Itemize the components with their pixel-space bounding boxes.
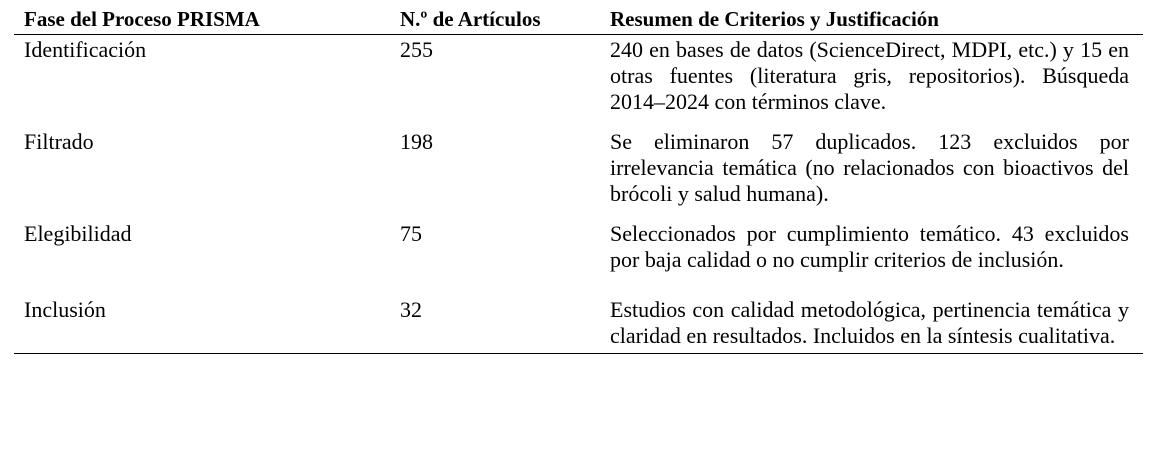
table-row: [14, 35, 1143, 128]
cell-phase: Inclusión: [24, 297, 106, 322]
prisma-table-container: [14, 0, 1143, 354]
cell-phase: Filtrado: [24, 129, 94, 154]
table-row: [14, 295, 1143, 353]
header-summary: Resumen de Criterios y Justificación: [610, 7, 939, 31]
cell-summary: Se eliminaron 57 duplicados. 123 excluidos por irrelevancia temática (no relacionados con bioactivos del brócoli y salud humana).: [610, 129, 1129, 206]
header-row: [14, 0, 1143, 35]
cell-count: 32: [400, 297, 422, 322]
header-count: N.º de Artículos: [400, 7, 541, 31]
table-bottom-rule: [14, 353, 1143, 354]
table-row: [14, 127, 1143, 219]
cell-count: 198: [400, 129, 433, 154]
cell-count: 75: [400, 221, 422, 246]
cell-summary: Estudios con calidad metodológica, pertinencia temática y claridad en resultados. Incluidos en la síntesis cualitativa.: [610, 297, 1129, 348]
cell-count: 255: [400, 37, 433, 62]
header-phase: Fase del Proceso PRISMA: [24, 7, 260, 31]
cell-phase: Elegibilidad: [24, 221, 132, 246]
cell-summary: 240 en bases de datos (ScienceDirect, MDPI, etc.) y 15 en otras fuentes (literatura gris, repositorios). Búsqueda 2014–2024 con términos clave.: [610, 37, 1129, 114]
prisma-table: [14, 0, 1143, 353]
table-header: [14, 0, 1143, 35]
table-row: [14, 219, 1143, 295]
cell-phase: Identificación: [24, 37, 147, 62]
cell-summary: Seleccionados por cumplimiento temático. 43 excluidos por baja calidad o no cumplir criterios de inclusión.: [610, 221, 1129, 272]
table-body: [14, 35, 1143, 354]
